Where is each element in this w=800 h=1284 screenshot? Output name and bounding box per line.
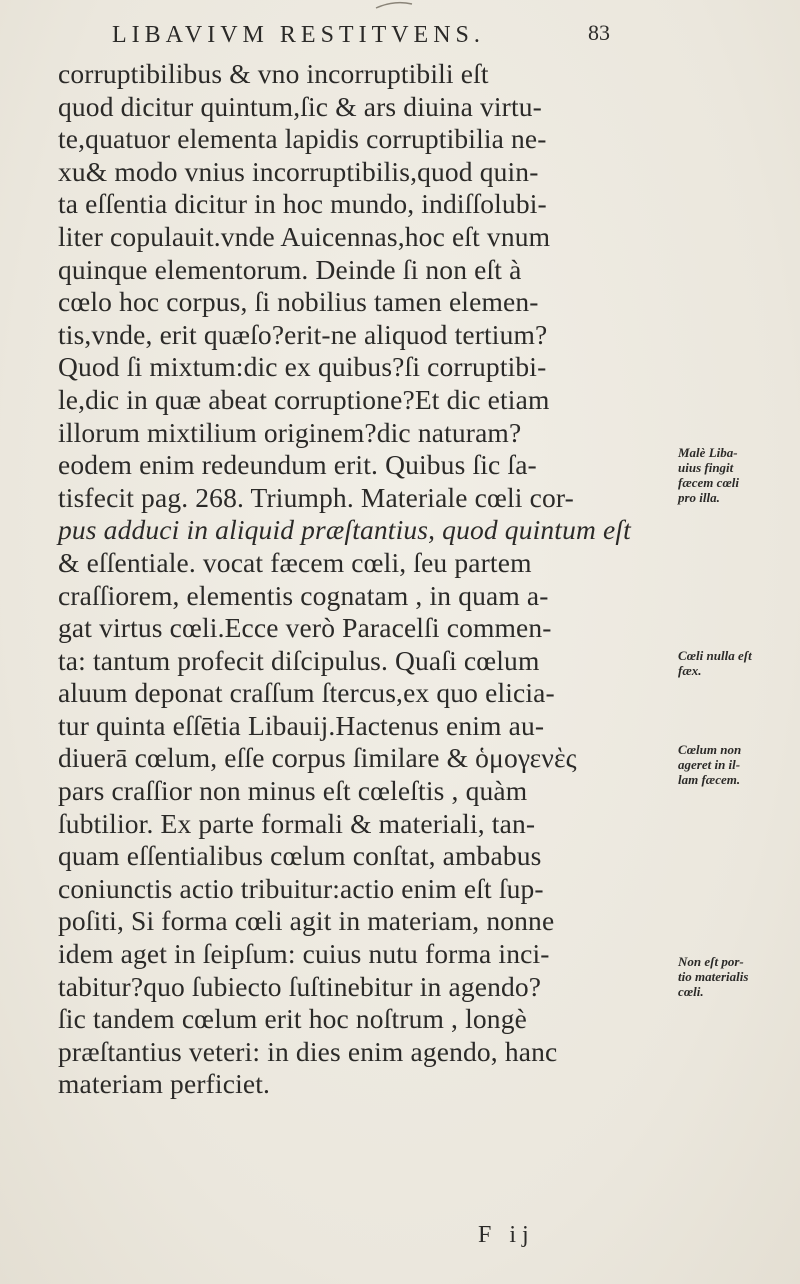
text-line: craſſiorem, elementis cognatam , in quam a- xyxy=(58,579,549,611)
marginal-note-line: fæx. xyxy=(678,663,702,678)
body-text xyxy=(58,58,668,1101)
text-line: ſubtilior. Ex parte formali & materiali, tan- xyxy=(58,807,536,839)
text-line: quinque elementorum. Deinde ſi non eſt à xyxy=(58,253,522,285)
marginal-note-line: cœli. xyxy=(678,984,704,999)
marginal-note-line: Malè Liba- xyxy=(678,445,738,460)
text-line: liter copulauit.vnde Auicennas,hoc eſt vnum xyxy=(58,220,551,252)
text-line: le,dic in quæ abeat corruptione?Et dic etiam xyxy=(58,383,550,415)
running-head xyxy=(112,18,672,52)
ink-stain-mark xyxy=(374,0,414,10)
marginal-note-line: Non eſt por- xyxy=(678,954,744,969)
text-line: coniunctis actio tribuitur:actio enim eſt ſup- xyxy=(58,872,544,904)
text-line: tis,vnde, erit quæſo?erit-ne aliquod tertium? xyxy=(58,318,548,350)
text-line: quam eſſentialibus cœlum conſtat, ambabus xyxy=(58,840,542,872)
text-line: ta eſſentia dicitur in hoc mundo, indiſſolubi- xyxy=(58,188,547,220)
text-line: cœlo hoc corpus, ſi nobilius tamen elemen- xyxy=(58,286,539,318)
text-line: idem aget in ſeipſum: cuius nutu forma inci- xyxy=(58,938,550,970)
text-line: tisfecit pag. 268. Triumph. Materiale cœli cor- xyxy=(58,481,574,513)
text-line: poſiti, Si forma cœli agit in materiam, nonne xyxy=(58,905,555,937)
marginal-note-line: uius fingit xyxy=(678,460,734,475)
text-line: aluum deponat craſſum ſtercus,ex quo elicia- xyxy=(58,677,555,709)
text-line: corruptibilibus & vno incorruptibili eſt xyxy=(58,58,489,89)
text-line: te,quatuor elementa lapidis corruptibilia ne- xyxy=(58,123,547,155)
marginal-note-3 xyxy=(678,742,788,787)
text-line: tabitur?quo ſubiecto ſuſtinebitur in agendo? xyxy=(58,970,542,1002)
text-line: pars craſſior non minus eſt cœleſtis , quàm xyxy=(58,775,528,807)
page-number: 83 xyxy=(588,20,610,45)
text-line: Quod ſi mixtum:dic ex quibus?ſi corruptibi- xyxy=(58,351,547,383)
marginal-note-line: Cœlum non xyxy=(678,742,742,757)
text-line: materiam perficiet. xyxy=(58,1068,271,1100)
marginal-note-1 xyxy=(678,445,788,505)
marginal-note-line: lam fæcem. xyxy=(678,772,741,787)
text-line: tur quinta eſſētia Libauij.Hactenus enim au- xyxy=(58,709,545,741)
marginal-note-line: fæcem cœli xyxy=(678,475,740,490)
marginal-note-4 xyxy=(678,954,788,999)
marginal-note-line: Cœli nulla eſt xyxy=(678,648,752,663)
text-line: illorum mixtilium originem?dic naturam? xyxy=(58,416,522,448)
marginal-note-2 xyxy=(678,648,788,678)
text-line: gat virtus cœli.Ecce verò Paracelſi commen- xyxy=(58,612,552,644)
marginal-note-line: ageret in il- xyxy=(678,757,741,772)
text-line: xu& modo vnius incorruptibilis,quod quin- xyxy=(58,155,539,187)
signature-mark: F ij xyxy=(478,1222,535,1248)
text-line: ta: tantum profecit diſcipulus. Quaſi cœlum xyxy=(58,644,540,676)
text-line-italic: pus adduci in aliquid præſtantius, quod quintum eſt xyxy=(58,514,631,546)
text-line: & eſſentiale. vocat fæcem cœli, ſeu partem xyxy=(58,546,532,578)
text-line: eodem enim redeundum erit. Quibus ſic ſa- xyxy=(58,449,537,481)
marginal-note-line: pro illa. xyxy=(678,490,720,505)
marginal-note-line: tio materialis xyxy=(678,969,749,984)
text-line: diuerā cœlum, eſſe corpus ſimilare & ὁμογενὲς xyxy=(58,742,577,774)
text-line: præſtantius veteri: in dies enim agendo, hanc xyxy=(58,1035,558,1067)
text-line: ſic tandem cœlum erit hoc noſtrum , longè xyxy=(58,1003,527,1035)
text-line: quod dicitur quintum,ſic & ars diuina virtu- xyxy=(58,90,542,122)
running-head-title: LIBAVIVM RESTITVENS. xyxy=(112,22,485,48)
